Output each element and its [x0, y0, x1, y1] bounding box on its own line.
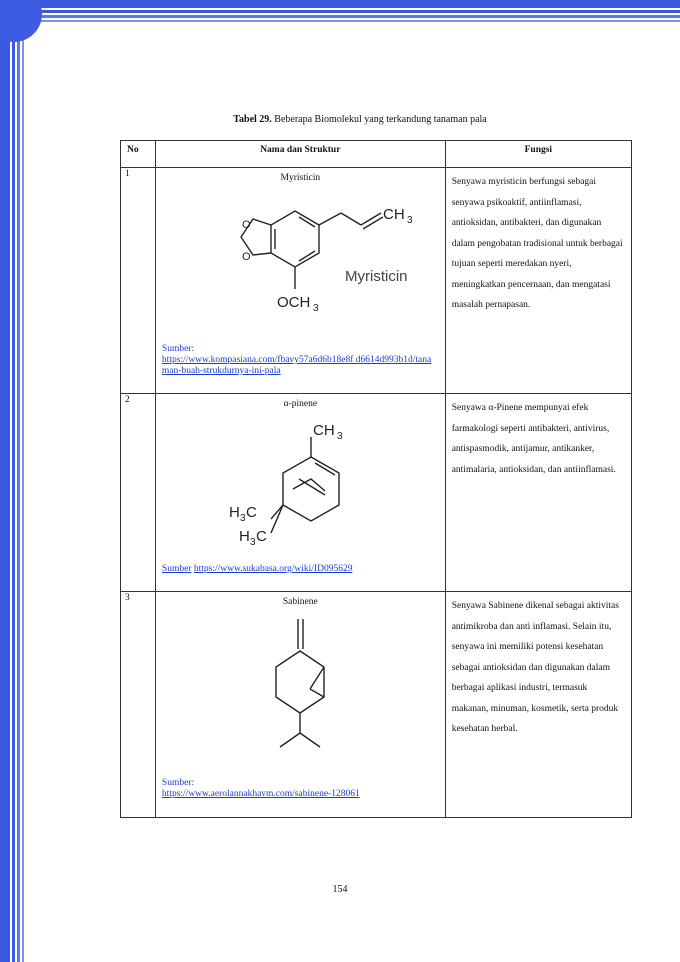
function-text: Senyawa Sabinene dikenal sebagai aktivitas antimikroba dan anti inflamasi. Selain itu, senyawa ini memiliki potensi kesehatan sebagai antioksidan dan digunakan dalam berbagai aplikasi industri, termasuk makanan, minuman, kosmetik, serta produk kesehatan herbal.: [445, 592, 631, 818]
function-text: Senyawa myristicin berfungsi sebagai senyawa psikoaktif, antiinflamasi, antioksidan, antibakteri, dan digunakan dalam pengobatan tradisional untuk berbagai tujuan seperti meredakan nyeri, meningkatkan pencernaan, dan mengatasi masalah pernapasan.: [445, 168, 631, 394]
table-row: [121, 168, 632, 394]
alpha-pinene-structure-image: [215, 415, 385, 555]
svg-text:OCH: OCH: [277, 294, 311, 311]
source-link[interactable]: https://www.aerolannakhavm.com/sabinene-128061: [161, 789, 360, 799]
left-border-decoration: [0, 0, 30, 962]
myristicin-structure-image: [185, 189, 415, 329]
svg-text:3: 3: [240, 513, 246, 524]
sabinene-structure-image: [240, 613, 360, 763]
page-number: 154: [332, 884, 348, 895]
name-structure-cell: [155, 168, 445, 394]
svg-text:C: C: [246, 504, 258, 521]
header-function: Fungsi: [445, 141, 631, 168]
source-block: [162, 344, 432, 377]
name-structure-cell: [155, 394, 445, 592]
compound-name: α-pinene: [283, 399, 318, 409]
structure-label: Myristicin: [345, 268, 408, 285]
svg-text:CH: CH: [313, 422, 335, 439]
row-number: 1: [121, 168, 156, 394]
svg-text:H: H: [229, 504, 241, 521]
svg-text:3: 3: [250, 537, 256, 548]
header-name: Nama dan Struktur: [155, 141, 445, 168]
caption-text: Beberapa Biomolekul yang terkandung tanaman pala: [271, 114, 487, 125]
source-label: Sumber:: [161, 778, 195, 788]
svg-text:H: H: [239, 528, 251, 545]
biomolecule-table: [120, 140, 632, 818]
svg-text:C: C: [256, 528, 268, 545]
svg-text:3: 3: [313, 303, 319, 314]
source-block: [162, 564, 353, 575]
table-caption: [120, 114, 600, 125]
source-block: [162, 778, 360, 800]
source-link[interactable]: https://www.sukabasa.org/wiki/ID095629: [193, 564, 353, 574]
compound-name: Sabinene: [282, 597, 318, 607]
top-border-decoration: [0, 0, 680, 44]
svg-text:3: 3: [407, 215, 413, 226]
svg-text:O: O: [242, 251, 251, 263]
caption-label: Tabel 29.: [233, 114, 272, 125]
compound-name: Myristicin: [280, 173, 321, 183]
row-number: 2: [121, 394, 156, 592]
table-row: [121, 592, 632, 818]
table-row: [121, 394, 632, 592]
table-header-row: [121, 141, 632, 168]
source-link[interactable]: https://www.kompasiana.com/fbavy57a6d6b18e8f d6614d993b1d/tanaman-buah-strukdurnya-ini-pala: [161, 355, 432, 376]
row-number: 3: [121, 592, 156, 818]
source-label: Sumber: [161, 564, 192, 574]
name-structure-cell: [155, 592, 445, 818]
svg-text:O: O: [242, 219, 251, 231]
svg-text:CH: CH: [383, 206, 405, 223]
svg-text:3: 3: [337, 431, 343, 442]
function-text: Senyawa α-Pinene mempunyai efek farmakologi seperti antibakteri, antivirus, antispasmodik, antijamur, antikanker, antimalaria, antioksidan, dan antiinflamasi.: [445, 394, 631, 592]
header-no: No: [121, 141, 156, 168]
source-label: Sumber:: [161, 344, 195, 354]
